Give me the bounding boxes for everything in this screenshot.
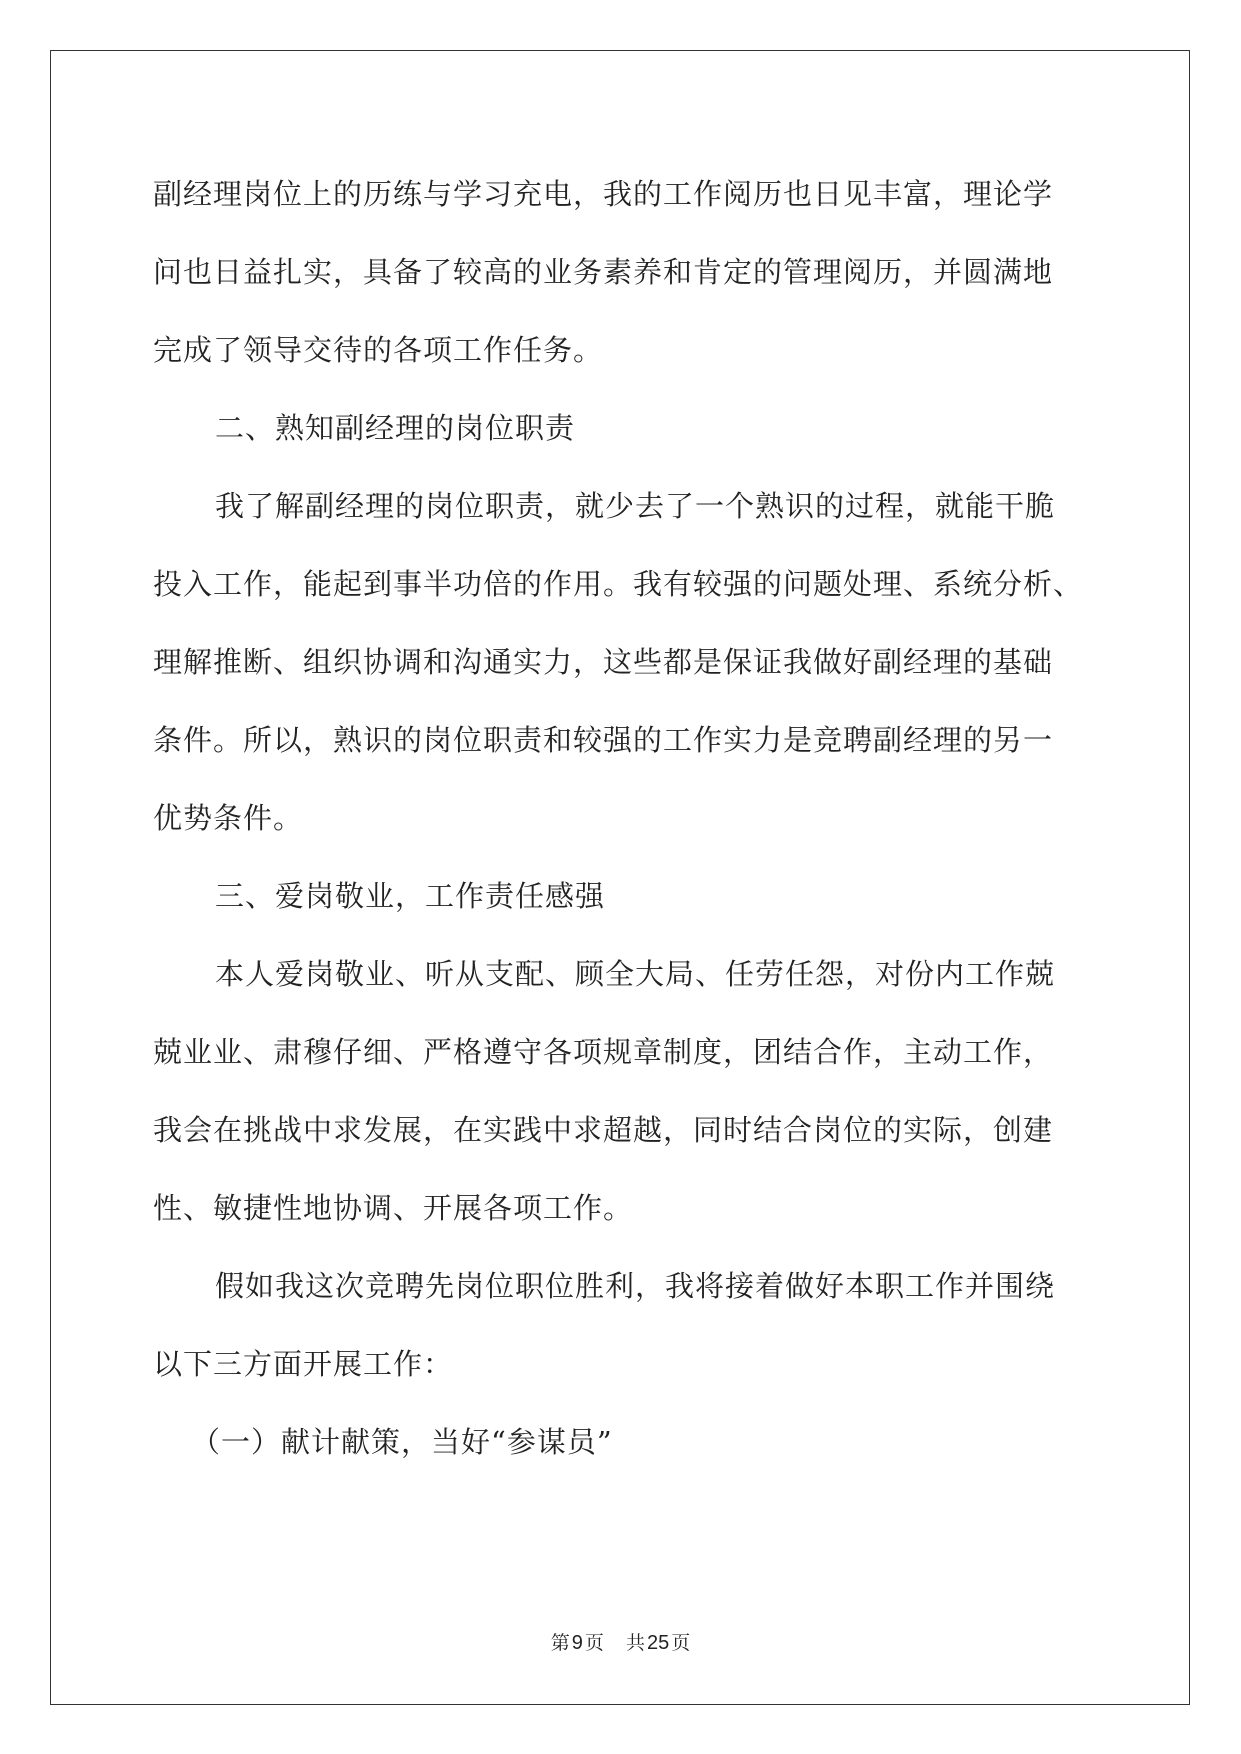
body-line: 性、敏捷性地协调、开展各项工作。 [153,1191,634,1225]
section-heading: 三、爱岗敬业，工作责任感强 [215,879,606,913]
body-line: 优势条件。 [153,801,304,835]
body-line: 假如我这次竞聘先岗位职位胜利，我将接着做好本职工作并围绕 [215,1269,1056,1303]
section-heading: 二、熟知副经理的岗位职责 [215,411,576,445]
page-footer [0,1628,1241,1655]
current-page-number: 9 [571,1632,583,1654]
body-line: 副经理岗位上的历练与学习充电，我的工作阅历也日见丰富，理论学 [153,177,1054,211]
total-pages-number: 25 [646,1632,670,1654]
body-line: 问也日益扎实，具备了较高的业务素养和肯定的管理阅历，并圆满地 [153,255,1054,289]
subsection-heading: （一）献计献策，当好“参谋员” [191,1425,613,1459]
footer-prefix: 第 [550,1632,570,1654]
footer-total-prefix: 共 [625,1632,645,1654]
body-line: 我会在挑战中求发展，在实践中求超越，同时结合岗位的实际，创建 [153,1113,1054,1147]
body-line: 投入工作，能起到事半功倍的作用。我有较强的问题处理、系统分析、 [153,567,1084,601]
footer-page-suffix: 页 [584,1632,604,1654]
body-line: 本人爱岗敬业、听从支配、顾全大局、任劳任怨，对份内工作兢 [215,957,1056,991]
body-line: 理解推断、组织协调和沟通实力，这些都是保证我做好副经理的基础 [153,645,1054,679]
body-line: 以下三方面开展工作： [153,1347,454,1381]
body-line: 兢业业、肃穆仔细、严格遵守各项规章制度，团结合作，主动工作， [153,1035,1054,1069]
footer-total-suffix: 页 [671,1632,691,1654]
body-line: 条件。所以，熟识的岗位职责和较强的工作实力是竞聘副经理的另一 [153,723,1054,757]
body-line: 我了解副经理的岗位职责，就少去了一个熟识的过程，就能干脆 [215,489,1056,523]
document-body [153,155,1093,1481]
body-line: 完成了领导交待的各项工作任务。 [153,333,604,367]
